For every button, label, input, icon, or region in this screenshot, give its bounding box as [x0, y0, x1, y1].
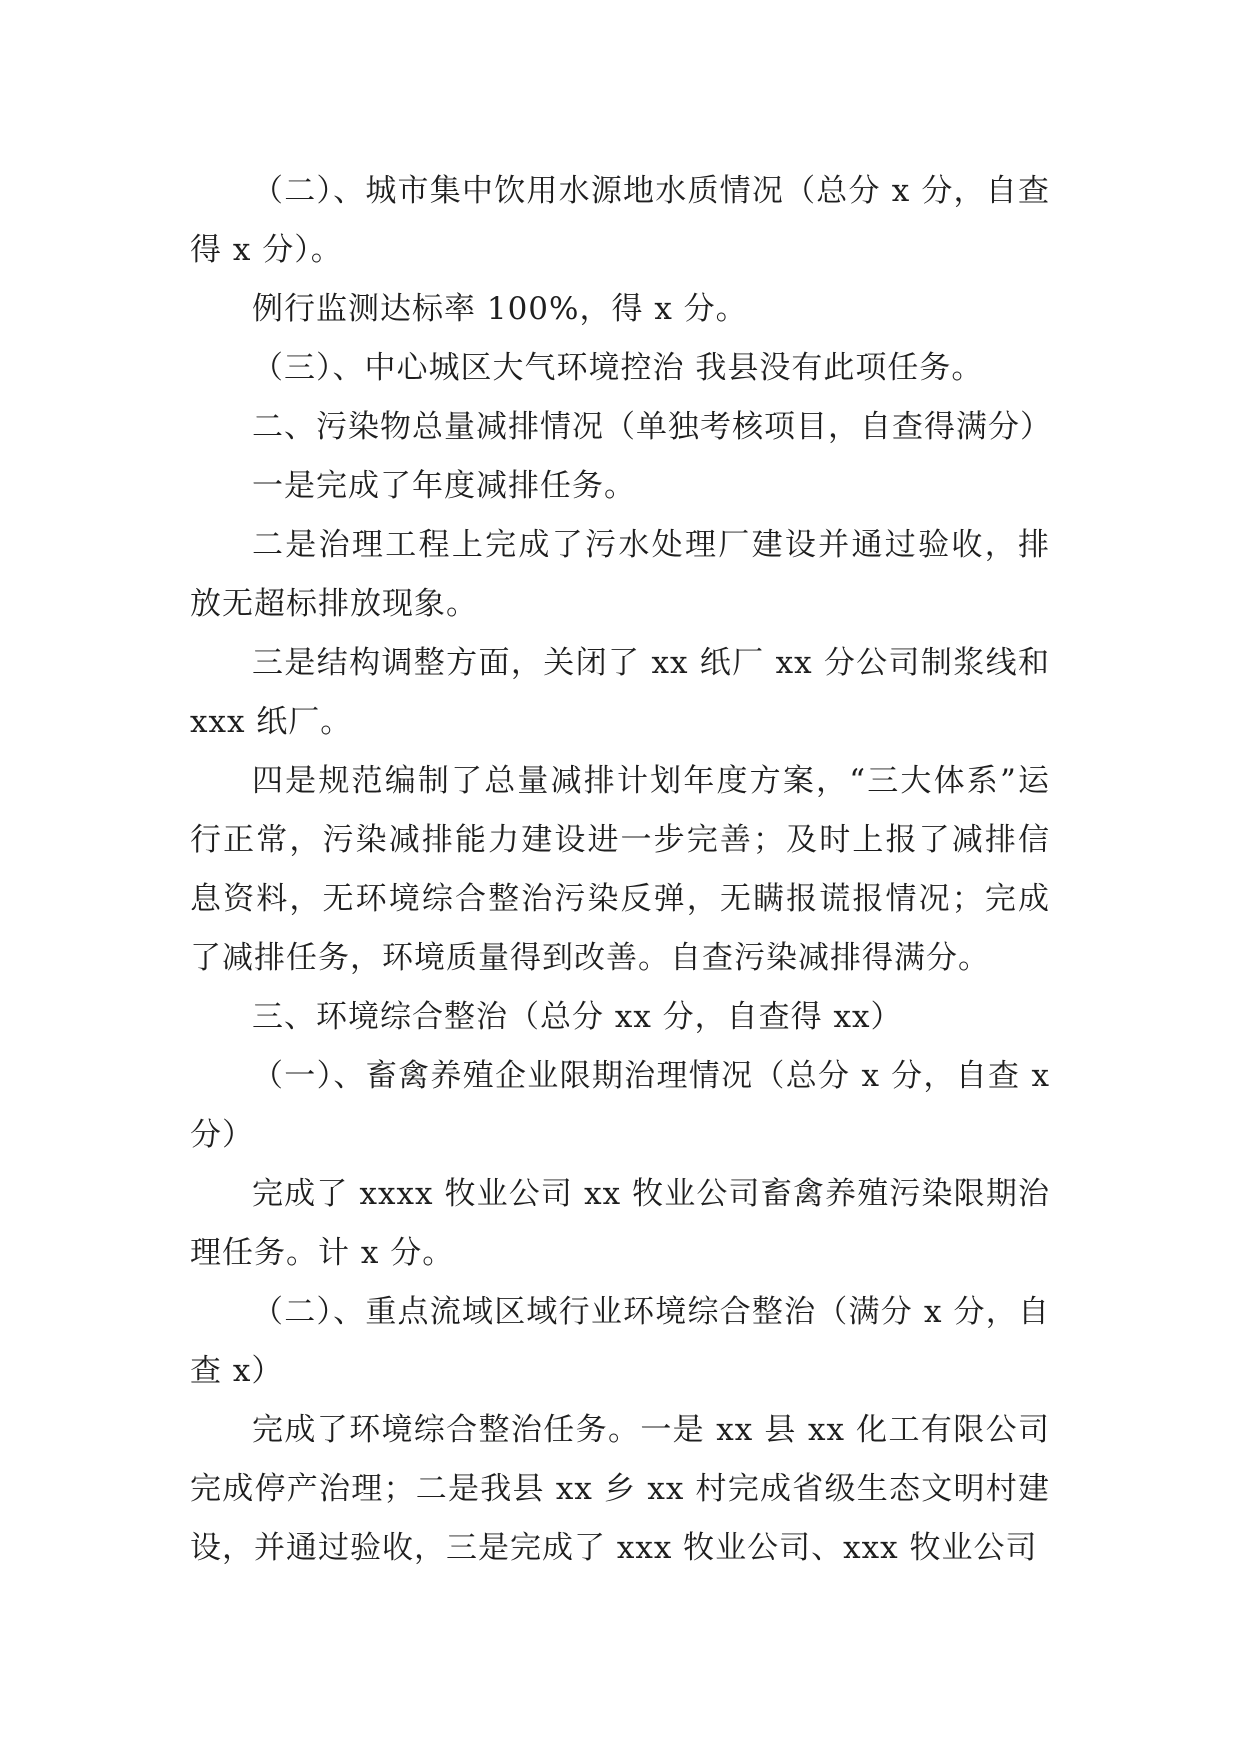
paragraph-watershed-result: 完成了环境综合整治任务。一是 xx 县 xx 化工有限公司完成停产治理；二是我县 xx 乡 xx 村完成省级生态文明村建设，并通过验收，三是完成了 xxx 牧业公司、xxx 牧业公司	[190, 1412, 1050, 1566]
paragraph-watershed-section: （二）、重点流域区域行业环境综合整治（满分 x 分，自查 x）	[190, 1294, 1050, 1389]
paragraph-item-four: 四是规范编制了总量减排计划年度方案，“三大体系”运行正常，污染减排能力建设进一步完善；及时上报了减排信息资料，无环境综合整治污染反弹，无瞒报谎报情况；完成了减排任务，环境质量得到改善。自查污染减排得满分。	[190, 763, 1050, 976]
heading-emission-reduction: 二、污染物总量减排情况（单独考核项目，自查得满分）	[252, 409, 1052, 445]
paragraph-item-one: 一是完成了年度减排任务。	[252, 468, 636, 504]
document-body	[190, 162, 1050, 1578]
paragraph-drinking-water-section: （二）、城市集中饮用水源地水质情况（总分 x 分，自查得 x 分）。	[190, 173, 1050, 268]
paragraph-livestock-result: 完成了 xxxx 牧业公司 xx 牧业公司畜禽养殖污染限期治理任务。计 x 分。	[190, 1176, 1050, 1271]
paragraph-air-control-section: （三）、中心城区大气环境控治 我县没有此项任务。	[252, 350, 984, 386]
paragraph-item-two: 二是治理工程上完成了污水处理厂建设并通过验收，排放无超标排放现象。	[190, 527, 1050, 622]
paragraph-livestock-section: （一）、畜禽养殖企业限期治理情况（总分 x 分，自查 x 分）	[190, 1058, 1050, 1153]
paragraph-item-three: 三是结构调整方面，关闭了 xx 纸厂 xx 分公司制浆线和 xxx 纸厂。	[190, 645, 1050, 740]
heading-environment-remediation: 三、环境综合整治（总分 xx 分，自查得 xx）	[252, 999, 903, 1035]
paragraph-monitoring-rate: 例行监测达标率 100%，得 x 分。	[252, 291, 748, 327]
